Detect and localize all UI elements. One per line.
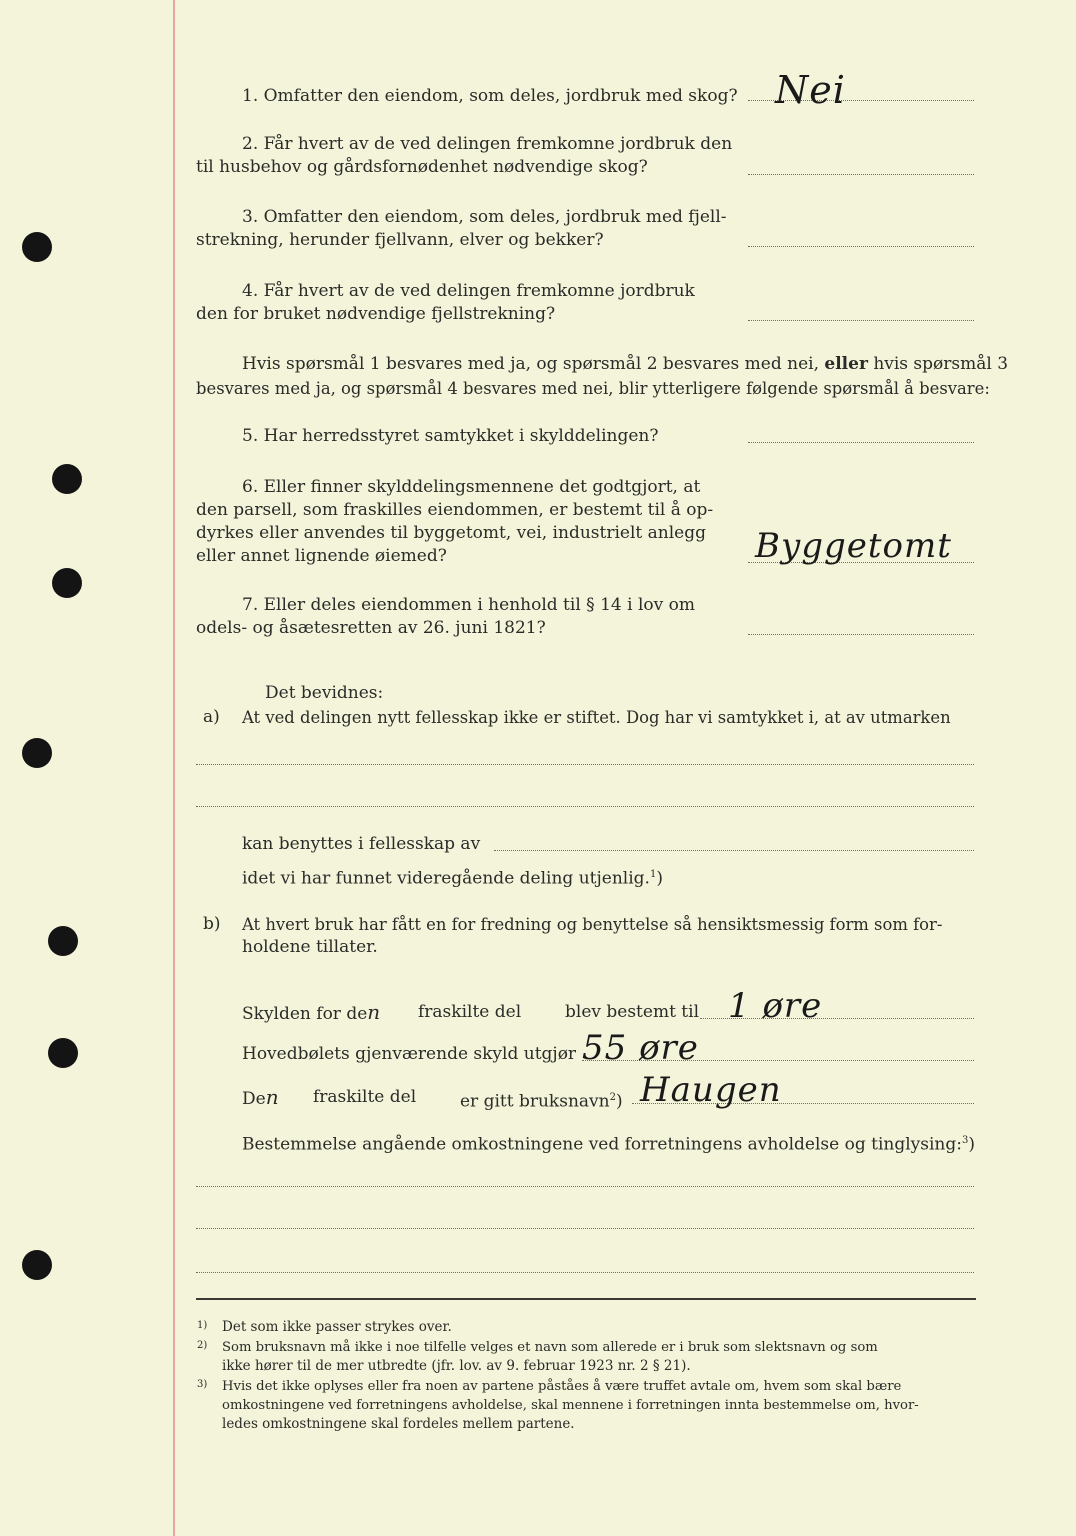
answer-line-7	[748, 634, 974, 635]
punch-hole	[48, 926, 78, 956]
question-3-line-1: 3. Omfatter den eiendom, som deles, jordbruk med fjell-	[242, 207, 727, 227]
skyld-value-handwritten: 1 øre	[728, 986, 823, 1026]
footnote-1-text: Det som ikke passer strykes over.	[222, 1319, 452, 1335]
bestemmelse-label: Bestemmelse angående omkostningene ved forretningens avholdelse og tinglysing:	[242, 1134, 962, 1155]
footnote-1-number: 1)	[197, 1320, 208, 1331]
navn-text-b: fraskilte del	[313, 1087, 417, 1107]
finding-b-label: b)	[203, 914, 221, 934]
bestemmelse-line-1	[196, 1186, 974, 1187]
hoved-label: Hovedbølets gjenværende skyld utgjør	[242, 1044, 577, 1064]
finding-a-line-2	[196, 806, 974, 807]
footnote-ref-3: 3	[961, 1135, 969, 1146]
answer-line-3	[748, 246, 974, 247]
findings-heading: Det bevidnes:	[265, 683, 384, 703]
footnote-rule	[196, 1298, 976, 1300]
finding-a-line-1	[196, 764, 974, 765]
question-6-line-4: eller annet lignende øiemed?	[196, 546, 447, 566]
bestemmelse-line	[242, 1129, 975, 1157]
footnote-3-line-1: Hvis det ikke oplyses eller fra noen av partene påståes å være truffet avtale om, hvem som skal bære	[222, 1379, 902, 1394]
condition-bold: eller	[824, 354, 868, 374]
navn-end: )	[615, 1091, 623, 1112]
skyld-line	[242, 1001, 380, 1026]
skyld-handwritten-ending: n	[367, 1000, 381, 1024]
answer-line-5	[748, 442, 974, 443]
question-5: 5. Har herredsstyret samtykket i skylddelingen?	[242, 426, 659, 446]
finding-a-fellesskap-line	[494, 850, 974, 851]
footnote-2-line-1: Som bruksnavn må ikke i noe tilfelle velges et navn som allerede er i bruk som slektsnavn og som	[222, 1340, 878, 1355]
condition-line-1	[242, 353, 1008, 376]
condition-line-2: besvares med ja, og spørsmål 4 besvares med nei, blir ytterligere følgende spørsmål å besvare:	[196, 379, 990, 398]
punch-hole	[48, 1038, 78, 1068]
footnote-ref-1: 1	[649, 869, 657, 880]
finding-a-line-4-text: idet vi har funnet videregående deling utjenlig.	[242, 868, 650, 889]
navn-value-handwritten: Haugen	[640, 1070, 782, 1110]
footnote-2-number: 2)	[197, 1340, 208, 1351]
navn-text-c: er gitt bruksnavn	[460, 1091, 610, 1112]
punch-hole	[22, 1250, 52, 1280]
navn-text-a: De	[242, 1089, 266, 1109]
skyld-text-c: blev bestemt til	[565, 1002, 700, 1022]
skyld-text-b: fraskilte del	[418, 1002, 522, 1022]
navn-line	[242, 1086, 279, 1111]
question-6-line-2: den parsell, som fraskilles eiendommen, er bestemt til å op-	[196, 500, 714, 520]
bestemmelse-line-3	[196, 1272, 974, 1273]
footnote-ref-2: 2	[609, 1092, 616, 1103]
finding-b-line-2: holdene tillater.	[242, 937, 378, 957]
navn-text-c-wrap	[460, 1086, 623, 1114]
answer-6-handwritten: Byggetomt	[755, 526, 952, 566]
question-4-line-2: den for bruket nødvendige fjellstrekning?	[196, 304, 556, 324]
question-6-line-3: dyrkes eller anvendes til byggetomt, vei, industrielt anlegg	[196, 523, 706, 543]
hoved-value-handwritten: 55 øre	[582, 1028, 699, 1068]
finding-a-line-4-end: )	[656, 868, 663, 889]
finding-a-text: At ved delingen nytt fellesskap ikke er stiftet. Dog har vi samtykket i, at av utmarken	[242, 708, 951, 727]
navn-handwritten-ending: n	[265, 1085, 279, 1109]
margin-line	[173, 0, 175, 1536]
bestemmelse-end: )	[968, 1134, 975, 1155]
answer-1-handwritten: Nei	[775, 68, 846, 112]
bestemmelse-line-2	[196, 1228, 974, 1229]
punch-hole	[22, 738, 52, 768]
skyld-text-a: Skylden for de	[242, 1004, 368, 1024]
question-1: 1. Omfatter den eiendom, som deles, jordbruk med skog?	[242, 86, 738, 106]
question-2-line-1: 2. Får hvert av de ved delingen fremkomne jordbruk den	[242, 134, 733, 154]
question-2-line-2: til husbehov og gårdsfornødenhet nødvendige skog?	[196, 157, 648, 177]
question-3-line-2: strekning, herunder fjellvann, elver og bekker?	[196, 230, 604, 250]
answer-line-2	[748, 174, 974, 175]
punch-hole	[22, 232, 52, 262]
condition-text-b: hvis spørsmål 3	[873, 354, 1009, 374]
question-4-line-1: 4. Får hvert av de ved delingen fremkomne jordbruk	[242, 281, 695, 301]
question-7-line-1: 7. Eller deles eiendommen i henhold til § 14 i lov om	[242, 595, 695, 615]
punch-hole	[52, 464, 82, 494]
finding-a-line-3: kan benyttes i fellesskap av	[242, 834, 481, 854]
footnote-2-line-2: ikke hører til de mer utbredte (jfr. lov. av 9. februar 1923 nr. 2 § 21).	[222, 1358, 691, 1374]
question-6-line-1: 6. Eller finner skylddelingsmennene det godtgjort, at	[242, 477, 701, 497]
punch-hole	[52, 568, 82, 598]
footnote-3-number: 3)	[197, 1379, 208, 1390]
question-7-line-2: odels- og åsætesretten av 26. juni 1821?	[196, 618, 546, 638]
finding-a-line-4	[242, 863, 663, 891]
finding-a-label: a)	[203, 707, 220, 727]
footnote-3-line-3: ledes omkostningene skal fordeles mellem partene.	[222, 1416, 575, 1432]
finding-b-line-1: At hvert bruk har fått en for fredning og benyttelse så hensiktsmessig form som for-	[242, 915, 943, 934]
condition-text-a: Hvis spørsmål 1 besvares med ja, og spørsmål 2 besvares med nei,	[242, 354, 819, 374]
footnote-3-line-2: omkostningene ved forretningens avholdelse, skal mennene i forretningen innta bestemmelse om, hvor-	[222, 1398, 919, 1413]
answer-line-4	[748, 320, 974, 321]
